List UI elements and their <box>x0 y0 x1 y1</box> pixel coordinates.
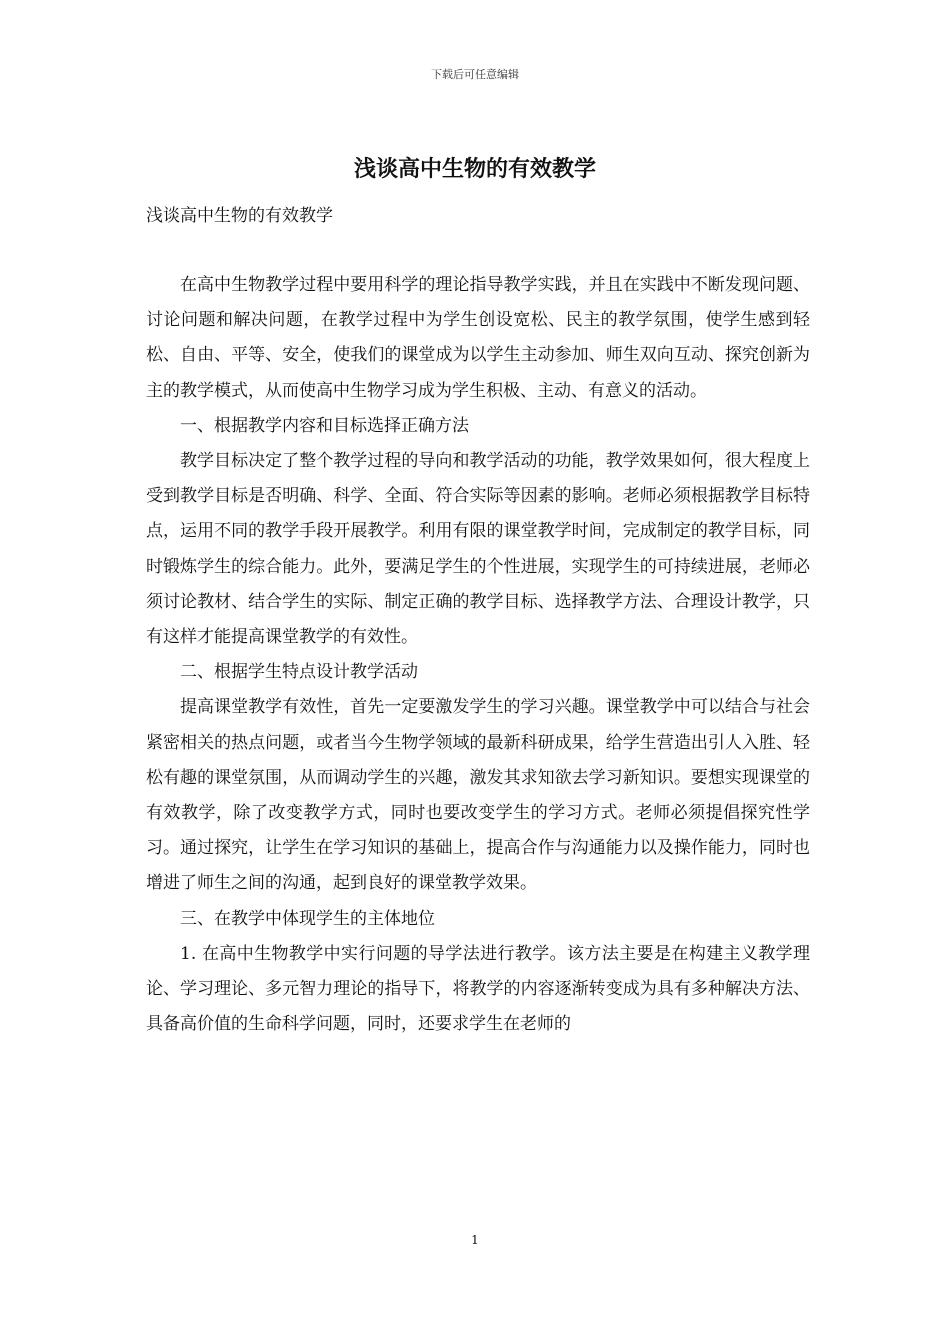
section-heading-1: 一、根据教学内容和目标选择正确方法 <box>180 415 469 436</box>
intro-paragraph: 在高中生物教学过程中要用科学的理论指导教学实践，并且在实践中不断发现问题、讨论问题和解决问题，在教学过程中为学生创设宽松、民主的教学氛围，使学生感到轻松、自由、平等、安全，使我们的课堂成为以学生主动参加、师生双向互动、探究创新为主的教学模式，从而使高中生物学习成为学生积极、主动、有意义的活动。 <box>146 275 810 401</box>
document-title: 浅谈高中生物的有效教学 <box>353 156 596 182</box>
document-body <box>146 268 810 1042</box>
section-1-paragraph: 教学目标决定了整个教学过程的导向和教学活动的功能，教学效果如何，很大程度上受到教学目标是否明确、科学、全面、符合实际等因素的影响。老师必须根据教学目标特点，运用不同的教学手段开展教学。利用有限的课堂教学时间，完成制定的教学目标，同时锻炼学生的综合能力。此外，要满足学生的个性进展，实现学生的可持续进展，老师必须讨论教材、结合学生的实际、制定正确的教学目标、选择教学方法、合理设计教学，只有这样才能提高课堂教学的有效性。 <box>146 451 810 648</box>
section-heading-2: 二、根据学生特点设计教学活动 <box>180 662 418 683</box>
header-note: 下载后可任意编辑 <box>431 68 519 81</box>
section-heading-3: 三、在教学中体现学生的主体地位 <box>180 908 435 929</box>
document-subtitle: 浅谈高中生物的有效教学 <box>146 206 333 226</box>
section-3-paragraph: 1. 在高中生物教学中实行问题的导学法进行教学。该方法主要是在构建主义教学理论、学习理论、多元智力理论的指导下，将教学的内容逐渐转变成为具有多种解决方法、具备高价值的生命科学问题，同时，还要求学生在老师的 <box>146 943 810 1035</box>
page-number: 1 <box>471 1233 479 1247</box>
section-2-paragraph: 提高课堂教学有效性，首先一定要激发学生的学习兴趣。课堂教学中可以结合与社会紧密相关的热点问题，或者当今生物学领域的最新科研成果，给学生营造出引人入胜、轻松有趣的课堂氛围，从而调动学生的兴趣，激发其求知欲去学习新知识。要想实现课堂的有效教学，除了改变教学方式，同时也要改变学生的学习方式。老师必须提倡探究性学习。通过探究，让学生在学习知识的基础上，提高合作与沟通能力以及操作能力，同时也增进了师生之间的沟通，起到良好的课堂教学效果。 <box>146 697 810 894</box>
